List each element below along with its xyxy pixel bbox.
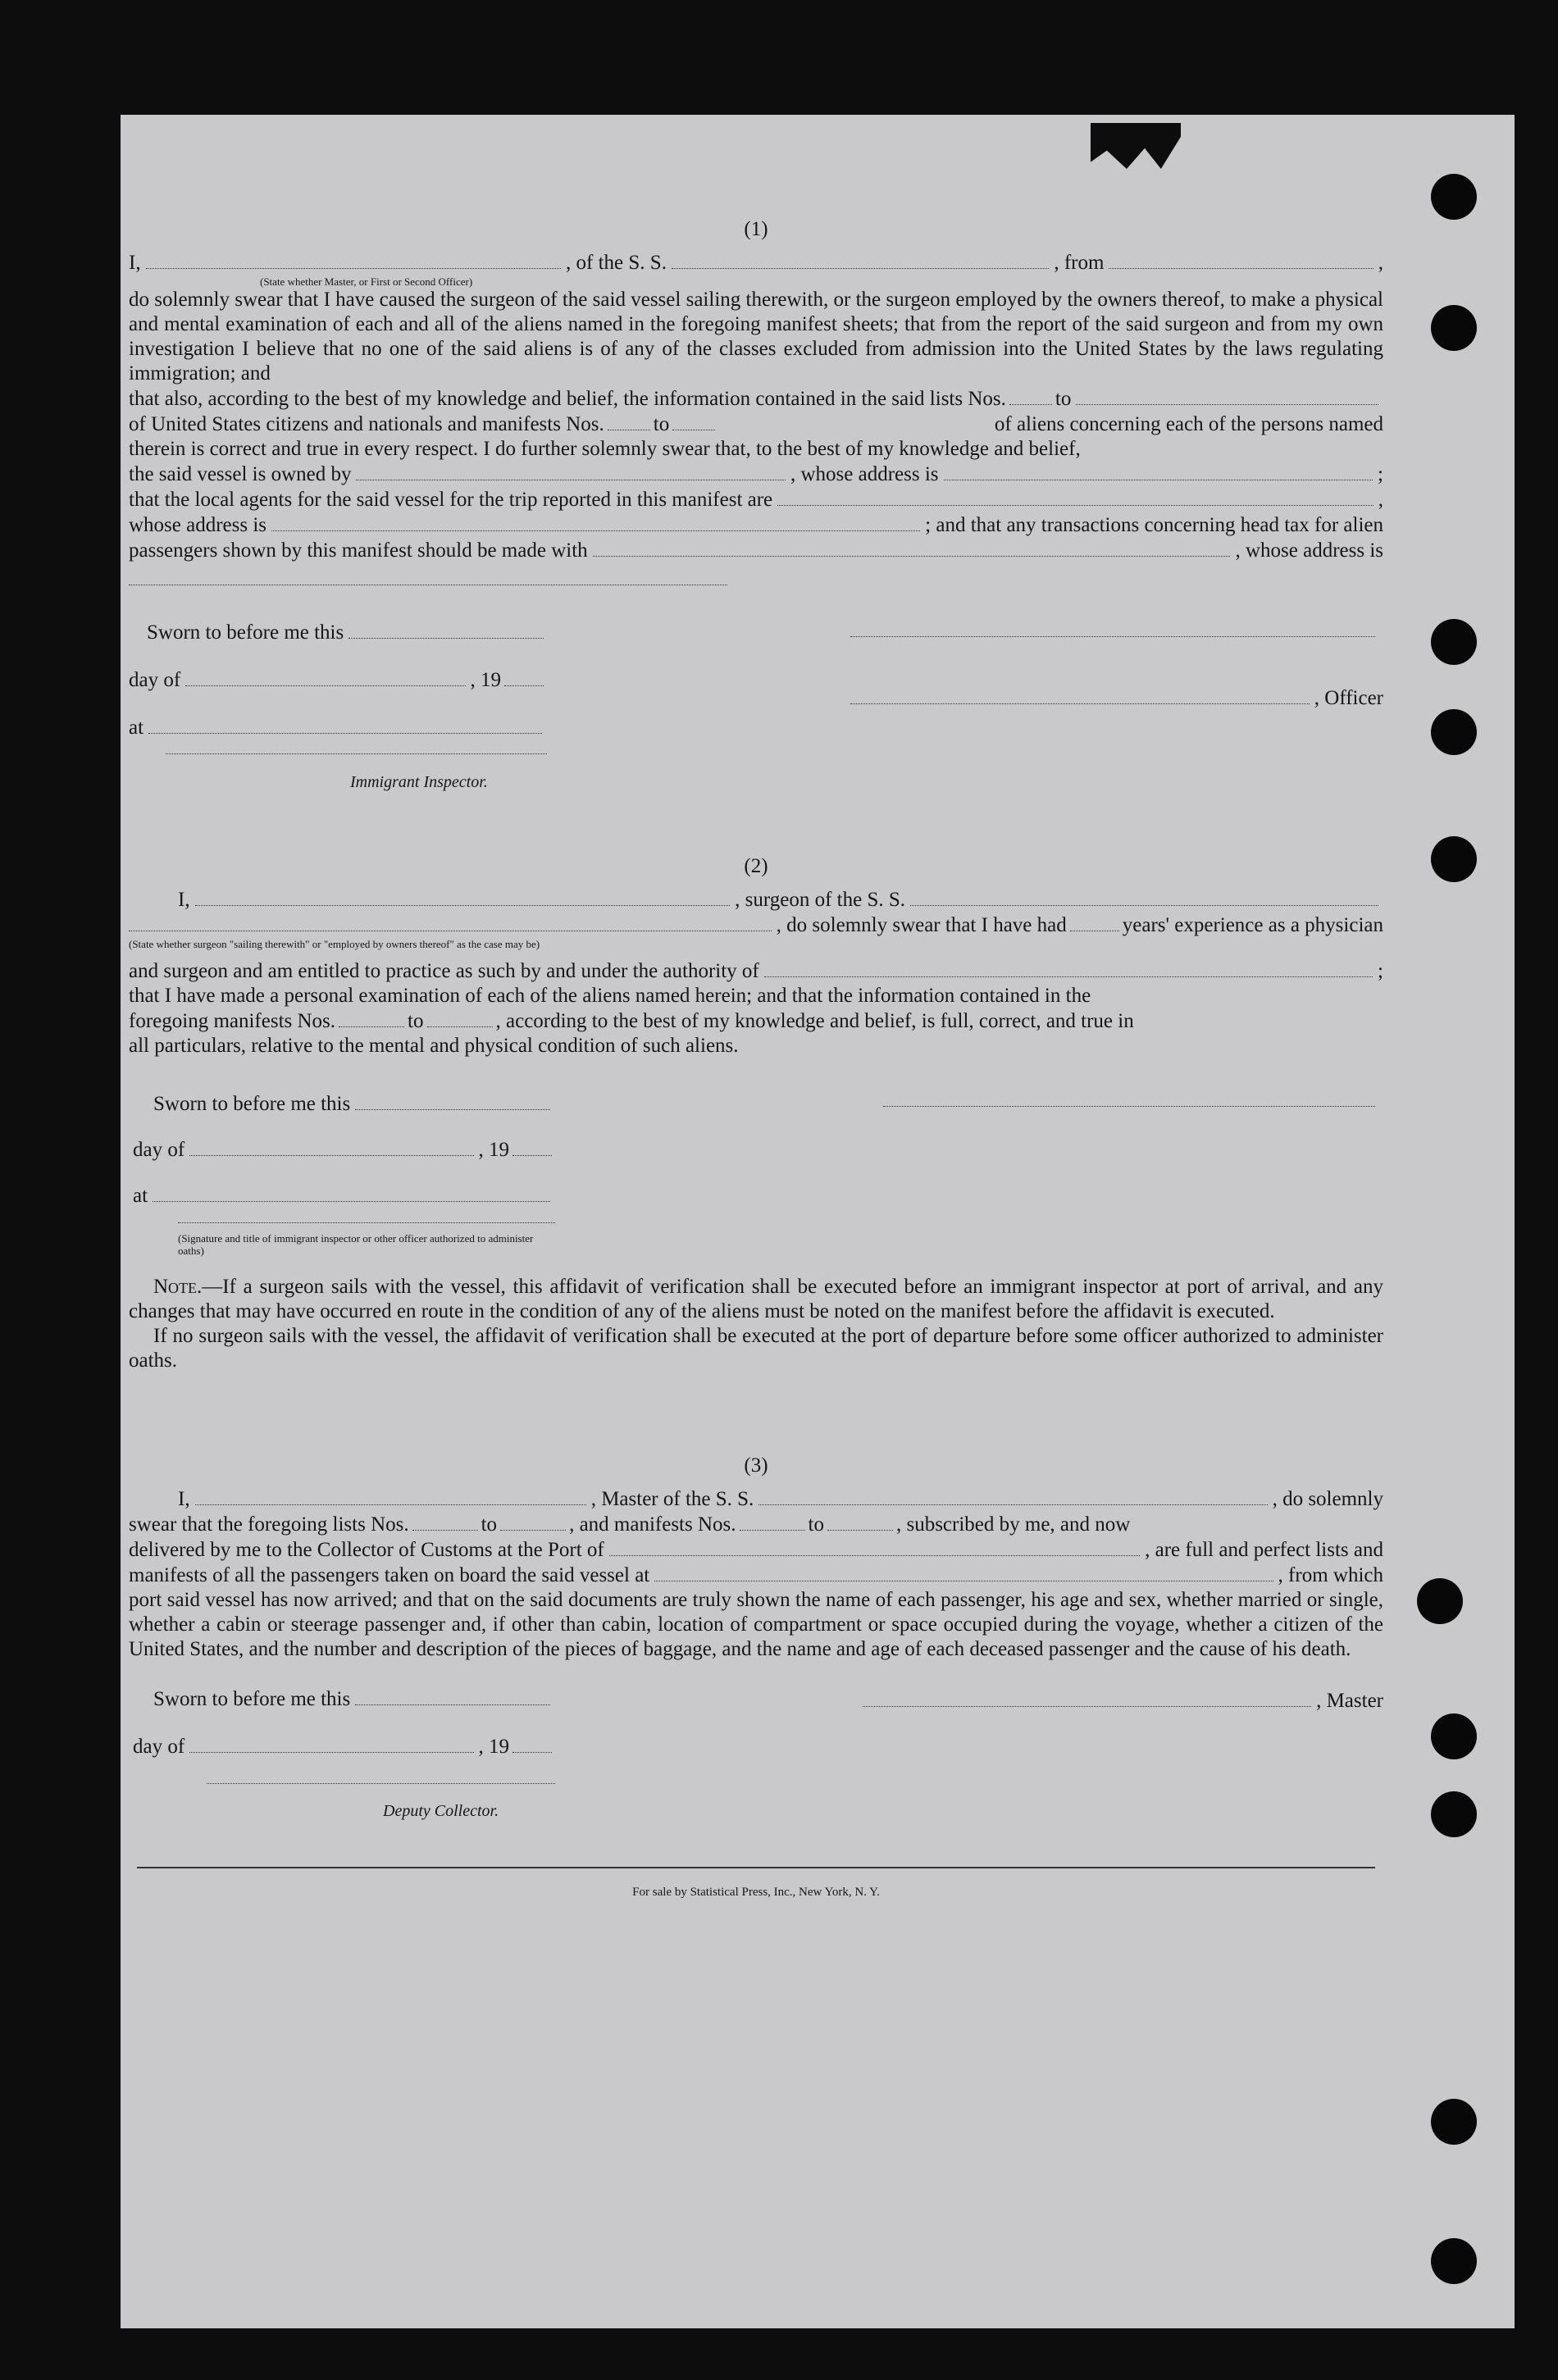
sworn-month-3-field[interactable] <box>189 1734 473 1753</box>
head-tax-address-field[interactable] <box>129 567 727 585</box>
sworn-day-2-field[interactable] <box>355 1091 550 1110</box>
sworn-day-3-field[interactable] <box>355 1686 550 1705</box>
signature-caption-2: (Signature and title of immigrant inspector or other officer authorized to administer oaths) <box>178 1232 534 1257</box>
section-3-number: (3) <box>744 1454 768 1477</box>
local-agents-line: that the local agents for the said vessel for the trip reported in this manifest are , <box>129 489 1383 511</box>
officer-caption: (State whether Master, or First or Second Officer) <box>260 275 473 288</box>
master-vessel-field[interactable] <box>758 1486 1267 1505</box>
personal-exam-line: that I have made a personal examination of each of the aliens named herein; and that the information contained in the <box>129 985 1091 1007</box>
surgeon-manifest-to-field[interactable] <box>427 1008 493 1027</box>
surgeon-caption: (State whether surgeon "sailing therewith" or "employed by owners thereof" as the case may be) <box>129 938 540 950</box>
punch-hole-6 <box>1417 1578 1463 1624</box>
footer-rule <box>137 1867 1375 1868</box>
owner-field[interactable] <box>356 462 786 480</box>
agent-address-line: whose address is ; and that any transactions concerning head tax for alien <box>129 514 1383 536</box>
surgeon-vessel-field[interactable] <box>910 887 1378 906</box>
surgeon-signature-field[interactable] <box>883 1106 1375 1107</box>
sworn-year-3-field[interactable] <box>512 1734 552 1753</box>
affidavit-form <box>129 217 1383 1904</box>
punch-hole-5 <box>1431 836 1477 882</box>
section-3-signatures: Sworn to before me this day of , 19 Deputy Collector. , Master <box>129 1662 1383 1850</box>
punch-hole-7 <box>1431 1713 1477 1759</box>
particulars-line: all particulars, relative to the mental and physical condition of such aliens. <box>129 1035 739 1057</box>
sworn-day-1-field[interactable] <box>348 620 544 639</box>
officer-name-field[interactable] <box>146 250 561 269</box>
agent-address-field[interactable] <box>271 512 920 531</box>
master-lists-from-field[interactable] <box>412 1512 478 1531</box>
punch-hole-8 <box>1431 1791 1477 1837</box>
section-1-signatures: Sworn to before me this day of , 19 at Immigrant Inspector. , Officer <box>129 585 1383 823</box>
master-manifests-to-field[interactable] <box>827 1512 893 1531</box>
officer-signature-field[interactable] <box>850 636 1375 637</box>
section-3-line-1: I, , Master of the S. S. , do solemnly <box>178 1488 1383 1510</box>
lists-line-c: therein is correct and true in every respect. I do further solemnly swear that, to the best of my knowledge and belief, <box>129 438 1081 460</box>
lists-line-a: that also, according to the best of my knowledge and belief, the information contained in the said lists Nos. to <box>129 386 1383 412</box>
punch-hole-1 <box>1431 174 1477 220</box>
authority-line: and surgeon and am entitled to practice as such by and under the authority of ; <box>129 960 1383 982</box>
surgeon-manifest-from-field[interactable] <box>339 1008 404 1027</box>
years-experience-field[interactable] <box>1070 912 1119 931</box>
section-2-number: (2) <box>744 855 768 877</box>
manifests-no-from-field[interactable] <box>608 412 650 430</box>
owner-address-field[interactable] <box>944 462 1374 480</box>
lists-line-b: of United States citizens and nationals and manifests Nos. to of aliens concerning each of the persons named <box>129 413 1383 435</box>
officer-title-field[interactable] <box>850 685 1310 704</box>
owned-by-line: the said vessel is owned by , whose address is ; <box>129 463 1383 485</box>
punch-hole-2 <box>1431 305 1477 351</box>
surgeon-status-field[interactable] <box>129 912 772 931</box>
lists-no-to-field[interactable] <box>1076 386 1378 405</box>
printer-footer: For sale by Statistical Press, Inc., New York, N. Y. <box>632 1886 880 1899</box>
punch-hole-9 <box>1431 2099 1477 2145</box>
sworn-year-1-field[interactable] <box>504 667 544 686</box>
master-lists-to-field[interactable] <box>500 1512 566 1531</box>
port-of-customs-field[interactable] <box>609 1537 1140 1556</box>
from-port-field[interactable] <box>1109 250 1373 269</box>
punch-hole-10 <box>1431 2238 1477 2284</box>
section-2-line-2: , do solemnly swear that I have had years' experience as a physician <box>129 912 1383 938</box>
section-3-paragraph: port said vessel has now arrived; and that on the said documents are truly shown the name of each passenger, his age and sex, whether married or single, whether a cabin or steerage passenger and, if other than cabin, location of compartment or space occupied during the voyage, whether a citizen of the United States, and the number and description of the pieces of baggage, and the name and age of each deceased passenger and the cause of his death. <box>129 1589 1383 1660</box>
head-tax-line: passengers shown by this manifest should be made with , whose address is <box>129 539 1383 562</box>
section-1-paragraph: do solemnly swear that I have caused the surgeon of the said vessel sailing therewith, or the surgeon employed by the owners thereof, to make a physical and mental examination of each and all of the aliens named in the foregoing manifest sheets; that from the report of the said surgeon and from my own investigation I believe that no one of the said aliens is of any of the classes excluded from admission into the United States by the laws regulating immigration; and <box>129 289 1383 385</box>
sworn-place-2-field[interactable] <box>153 1183 550 1202</box>
section-2-signatures: Sworn to before me this day of , 19 at (Signature and title of immigrant inspector or other officer authorized to administer oaths) <box>129 1058 1383 1272</box>
local-agents-field[interactable] <box>777 487 1374 506</box>
manifests-no-to-field[interactable] <box>672 412 715 430</box>
embarkation-port-field[interactable] <box>654 1563 1273 1581</box>
punch-hole-4 <box>1431 709 1477 755</box>
authority-field[interactable] <box>764 958 1373 977</box>
sworn-year-2-field[interactable] <box>512 1137 552 1156</box>
punch-hole-3 <box>1431 619 1477 665</box>
foregoing-manifests-line: foregoing manifests Nos. to , according to the best of my knowledge and belief, is full, correct, and true in <box>129 1010 1134 1032</box>
master-name-field[interactable] <box>195 1486 586 1505</box>
inspector-signature-2-field[interactable] <box>178 1222 555 1223</box>
sworn-month-2-field[interactable] <box>189 1137 473 1156</box>
section-3-line-2: swear that the foregoing lists Nos. to , and manifests Nos. to , subscribed by me, and now <box>129 1513 1131 1536</box>
lists-no-from-field[interactable] <box>1009 386 1052 405</box>
section-2-line-1: I, , surgeon of the S. S. <box>129 887 1383 912</box>
master-manifests-from-field[interactable] <box>740 1512 805 1531</box>
head-tax-party-field[interactable] <box>593 538 1231 557</box>
deputy-caption: Deputy Collector. <box>383 1802 499 1820</box>
surgeon-name-field[interactable] <box>195 887 731 906</box>
section-3-line-3: delivered by me to the Collector of Customs at the Port of , are full and perfect lists and <box>129 1539 1383 1561</box>
inspector-caption-1: Immigrant Inspector. <box>350 773 488 791</box>
inspector-signature-1-field[interactable] <box>166 753 547 754</box>
sworn-month-1-field[interactable] <box>185 667 465 686</box>
section-1-line-1: I, , of the S. S. , from , <box>129 252 1383 274</box>
deputy-signature-field[interactable] <box>207 1783 555 1784</box>
note-paragraph-1: Note.—If a surgeon sails with the vessel, this affidavit of verification shall be executed before an immigrant inspector at port of arrival, and any changes that may have occurred en route in the condition of any of the aliens must be noted on the manifest before the affidavit is executed. <box>129 1276 1383 1322</box>
sworn-place-1-field[interactable] <box>148 715 542 734</box>
vessel-name-field[interactable] <box>672 250 1049 269</box>
master-signature-field[interactable] <box>863 1688 1311 1707</box>
section-1-number: (1) <box>744 218 768 240</box>
section-3-line-4: manifests of all the passengers taken on board the said vessel at , from which <box>129 1564 1383 1586</box>
note-paragraph-2: If no surgeon sails with the vessel, the affidavit of verification shall be executed at the port of departure before some officer authorized to administer oaths. <box>129 1325 1383 1372</box>
